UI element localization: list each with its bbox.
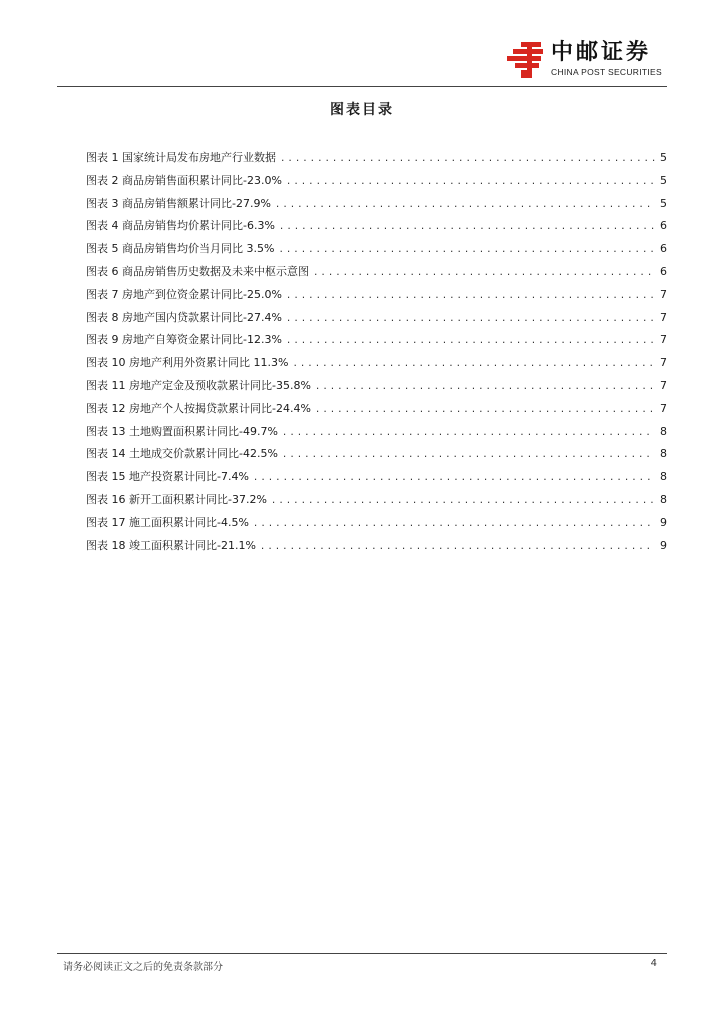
toc-entry-label: 图表 15 地产投资累计同比-7.4% [86, 470, 249, 484]
footer-divider [57, 953, 667, 954]
toc-entry-label: 图表 1 国家统计局发布房地产行业数据 [86, 151, 276, 164]
toc-entry-label: 图表 5 商品房销售均价当月同比 3.5% [86, 242, 275, 256]
toc-leader-dots [253, 469, 655, 487]
toc-entry[interactable] [86, 309, 667, 332]
toc-leader-dots [286, 332, 655, 350]
toc-leader-dots [279, 218, 655, 236]
toc-entry[interactable] [86, 263, 667, 286]
toc-entry[interactable] [86, 331, 667, 354]
toc-entry[interactable] [86, 423, 667, 446]
toc-entry[interactable] [86, 149, 667, 172]
toc-entry-page: 6 [660, 242, 667, 256]
toc-list [86, 149, 667, 559]
toc-entry[interactable] [86, 240, 667, 263]
toc-entry[interactable] [86, 491, 667, 514]
toc-entry-page: 7 [660, 356, 667, 370]
toc-entry[interactable] [86, 172, 667, 195]
toc-leader-dots [278, 241, 655, 259]
toc-leader-dots [286, 310, 655, 328]
footer-disclaimer: 请务必阅读正文之后的免责条款部分 [63, 962, 223, 973]
toc-entry[interactable] [86, 537, 667, 560]
toc-leader-dots [280, 150, 655, 168]
toc-entry-label: 图表 17 施工面积累计同比-4.5% [86, 515, 249, 529]
toc-entry-page: 7 [660, 310, 667, 324]
toc-entry-page: 6 [660, 219, 667, 233]
toc-entry-page: 7 [660, 401, 667, 415]
page-header [57, 40, 667, 86]
toc-entry-page: 5 [660, 151, 667, 164]
logo-chinese-name: 中邮证券 [551, 40, 652, 65]
toc-leader-dots [271, 492, 655, 510]
toc-entry-label: 图表 8 房地产国内贷款累计同比-27.4% [86, 310, 282, 324]
toc-title: 图表目录 [330, 102, 394, 118]
toc-entry[interactable] [86, 217, 667, 240]
toc-leader-dots [315, 401, 655, 419]
toc-entry[interactable] [86, 354, 667, 377]
toc-entry-page: 8 [660, 447, 667, 461]
toc-entry[interactable] [86, 377, 667, 400]
toc-leader-dots [292, 355, 655, 373]
toc-entry-label: 图表 6 商品房销售历史数据及未来中枢示意图 [86, 264, 309, 278]
toc-entry-label: 图表 16 新开工面积累计同比-37.2% [86, 492, 267, 506]
toc-entry-page: 8 [660, 492, 667, 506]
china-post-emblem-icon [507, 42, 545, 78]
toc-entry-page: 8 [660, 424, 667, 438]
toc-entry-label: 图表 12 房地产个人按揭贷款累计同比-24.4% [86, 401, 311, 415]
toc-entry[interactable] [86, 468, 667, 491]
toc-entry[interactable] [86, 514, 667, 537]
toc-leader-dots [253, 515, 655, 533]
toc-leader-dots [313, 264, 655, 282]
toc-entry-label: 图表 13 土地购置面积累计同比-49.7% [86, 424, 278, 438]
toc-entry-label: 图表 14 土地成交价款累计同比-42.5% [86, 447, 278, 461]
toc-leader-dots [282, 446, 655, 464]
toc-entry-label: 图表 4 商品房销售均价累计同比-6.3% [86, 219, 275, 233]
toc-entry-page: 5 [660, 196, 667, 210]
toc-leader-dots [286, 173, 655, 191]
toc-entry-page: 7 [660, 287, 667, 301]
toc-entry[interactable] [86, 195, 667, 218]
toc-entry-label: 图表 18 竣工面积累计同比-21.1% [86, 538, 256, 552]
toc-entry[interactable] [86, 286, 667, 309]
toc-entry-label: 图表 10 房地产利用外资累计同比 11.3% [86, 356, 289, 370]
toc-entry-label: 图表 7 房地产到位资金累计同比-25.0% [86, 287, 282, 301]
toc-entry-page: 9 [660, 538, 667, 552]
toc-entry-label: 图表 2 商品房销售面积累计同比-23.0% [86, 173, 282, 187]
toc-leader-dots [275, 196, 655, 214]
toc-entry-label: 图表 9 房地产自筹资金累计同比-12.3% [86, 333, 282, 347]
toc-leader-dots [282, 424, 655, 442]
toc-entry[interactable] [86, 400, 667, 423]
toc-entry-label: 图表 3 商品房销售额累计同比-27.9% [86, 196, 271, 210]
header-divider [57, 86, 667, 87]
toc-leader-dots [260, 538, 655, 556]
toc-entry-page: 7 [660, 333, 667, 347]
toc-entry-page: 5 [660, 173, 667, 187]
toc-entry-label: 图表 11 房地产定金及预收款累计同比-35.8% [86, 378, 311, 392]
toc-leader-dots [315, 378, 655, 396]
toc-entry-page: 8 [660, 470, 667, 484]
logo-english-name: CHINA POST SECURITIES [551, 67, 662, 77]
company-logo [507, 40, 667, 82]
toc-entry-page: 9 [660, 515, 667, 529]
toc-entry[interactable] [86, 445, 667, 468]
toc-entry-page: 6 [660, 264, 667, 278]
toc-entry-page: 7 [660, 378, 667, 392]
page-number: 4 [650, 958, 657, 969]
toc-leader-dots [286, 287, 655, 305]
